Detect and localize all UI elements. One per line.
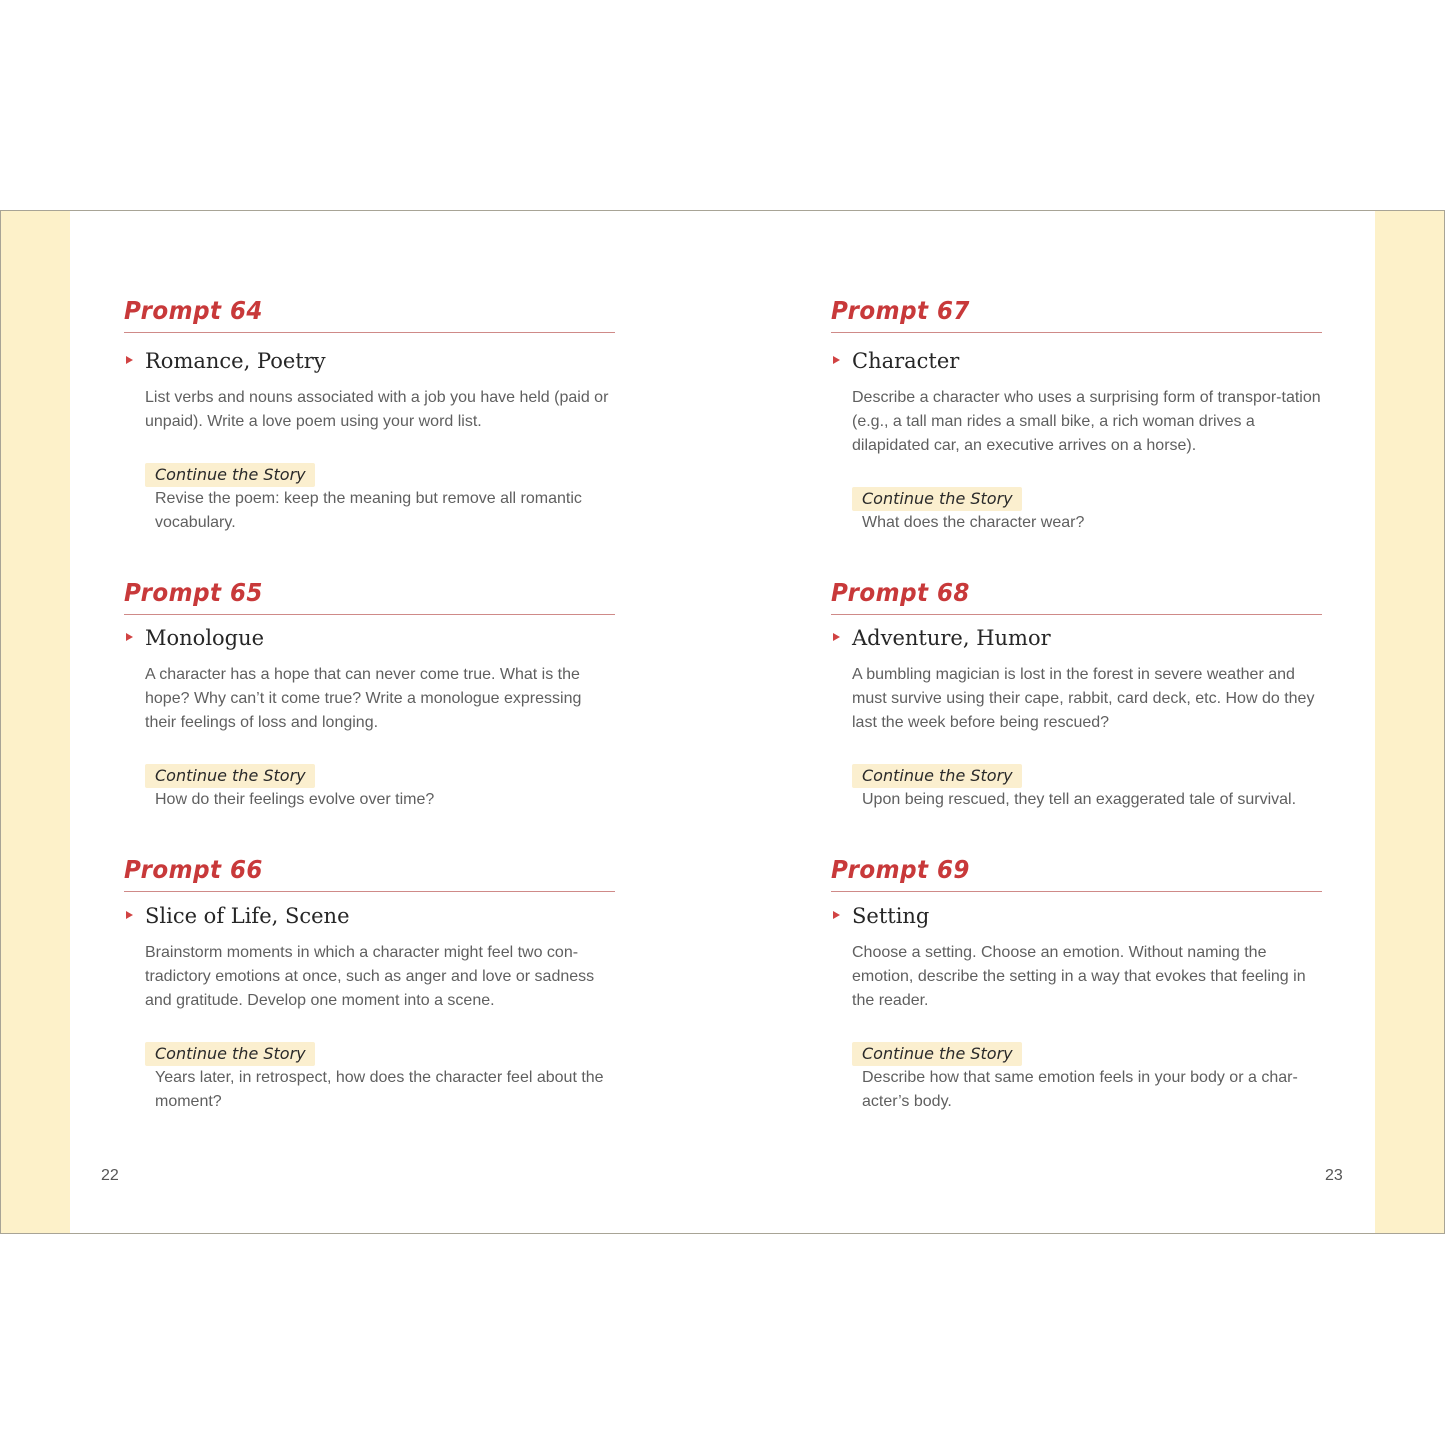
continue-the-story-text: How do their feelings evolve over time? xyxy=(155,791,435,808)
prompt-body: Brainstorm moments in which a character might feel two con-tradictory emotions at once, such as anger and love or sadness and gratitude. Develop one moment into a scene. xyxy=(145,944,595,1009)
page-number-left: 22 xyxy=(101,1167,119,1184)
continue-the-story-label: Continue the Story xyxy=(852,1042,1022,1066)
prompt-title: Prompt 64 xyxy=(124,296,263,325)
genre-row xyxy=(831,623,1322,653)
continue-the-story-text: Describe how that same emotion feels in your body or a char-acter’s body. xyxy=(862,1069,1298,1110)
prompt-body: List verbs and nouns associated with a job you have held (paid or unpaid). Write a love poem using your word list. xyxy=(145,389,609,430)
genre-row xyxy=(831,901,1322,931)
continue-the-story-text: Years later, in retrospect, how does the character feel about the moment? xyxy=(155,1069,604,1110)
continue-the-story-label: Continue the Story xyxy=(145,764,315,788)
continue-the-story-text: Upon being rescued, they tell an exaggerated tale of survival. xyxy=(862,791,1297,808)
title-rule xyxy=(124,891,615,892)
genre-label: Adventure, Humor xyxy=(852,626,1051,650)
right-margin-band xyxy=(1375,211,1444,1233)
genre-label: Setting xyxy=(852,904,930,928)
prompt-title: Prompt 67 xyxy=(831,296,970,325)
genre-row xyxy=(124,346,615,376)
continue-the-story-text: What does the character wear? xyxy=(862,514,1085,531)
prompt-body: Describe a character who uses a surprising form of transpor-tation (e.g., a tall man rides a small bike, a rich woman drives a dilapidated car, an executive arrives on a horse). xyxy=(852,389,1321,454)
genre-label: Character xyxy=(852,349,960,373)
triangle-bullet-icon xyxy=(833,911,840,919)
book-spread xyxy=(0,210,1445,1234)
genre-row xyxy=(831,346,1322,376)
triangle-bullet-icon xyxy=(126,356,133,364)
prompt-title: Prompt 66 xyxy=(124,855,263,884)
prompt-body: Choose a setting. Choose an emotion. Without naming the emotion, describe the setting in a way that evokes that feeling in the reader. xyxy=(852,944,1306,1009)
prompt-title: Prompt 65 xyxy=(124,578,263,607)
prompt-title: Prompt 69 xyxy=(831,855,970,884)
title-rule xyxy=(831,891,1322,892)
triangle-bullet-icon xyxy=(833,633,840,641)
continue-the-story-label: Continue the Story xyxy=(852,764,1022,788)
triangle-bullet-icon xyxy=(833,356,840,364)
genre-label: Slice of Life, Scene xyxy=(145,904,350,928)
prompt-title: Prompt 68 xyxy=(831,578,970,607)
left-margin-band xyxy=(1,211,70,1233)
title-rule xyxy=(831,614,1322,615)
page-number-right: 23 xyxy=(1325,1167,1343,1184)
prompt-body: A character has a hope that can never come true. What is the hope? Why can’t it come true? Write a monologue expressing their feelings of loss and longing. xyxy=(145,666,582,731)
continue-the-story-label: Continue the Story xyxy=(145,463,315,487)
title-rule xyxy=(124,614,615,615)
genre-row xyxy=(124,901,615,931)
title-rule xyxy=(831,332,1322,333)
genre-label: Romance, Poetry xyxy=(145,349,326,373)
prompt-body: A bumbling magician is lost in the forest in severe weather and must survive using their cape, rabbit, card deck, etc. How do they last the week before being rescued? xyxy=(852,666,1315,731)
triangle-bullet-icon xyxy=(126,633,133,641)
triangle-bullet-icon xyxy=(126,911,133,919)
continue-the-story-label: Continue the Story xyxy=(145,1042,315,1066)
title-rule xyxy=(124,332,615,333)
genre-label: Monologue xyxy=(145,626,265,650)
continue-the-story-label: Continue the Story xyxy=(852,487,1022,511)
continue-the-story-text: Revise the poem: keep the meaning but remove all romantic vocabulary. xyxy=(155,490,582,531)
genre-row xyxy=(124,623,615,653)
